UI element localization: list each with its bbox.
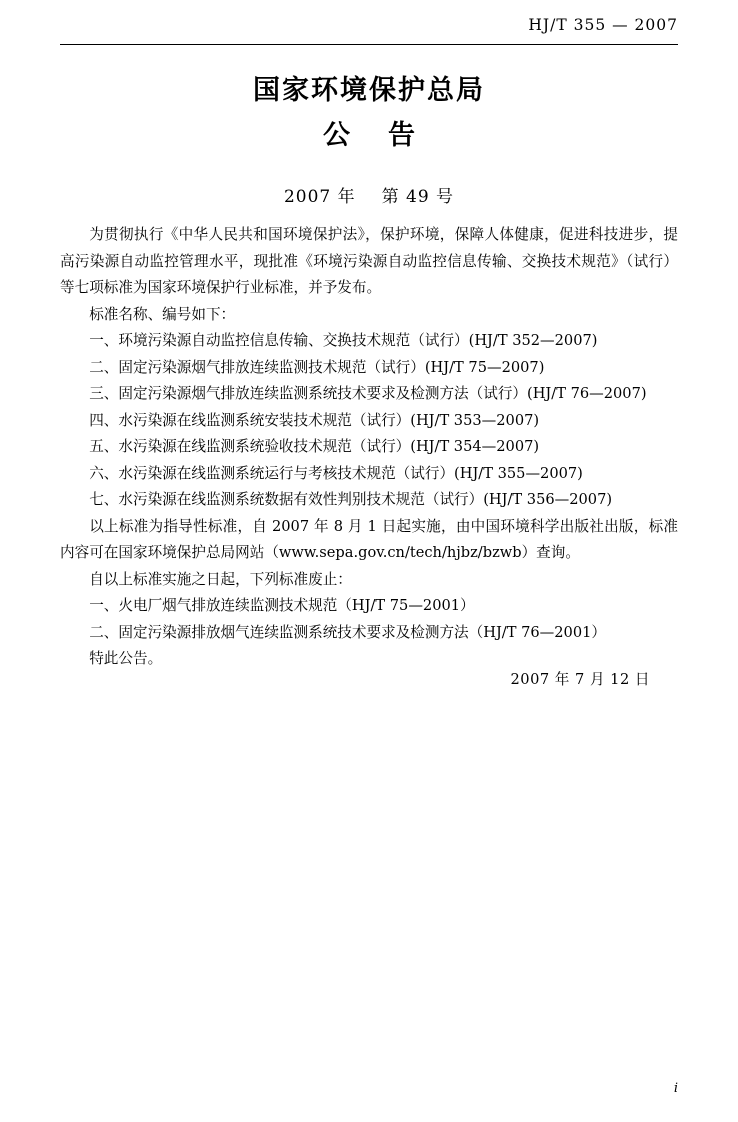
abolished-item: 一、火电厂烟气排放连续监测技术规范（HJ/T 75—2001） <box>89 597 475 614</box>
issuing-organization: 国家环境保护总局 <box>253 75 485 106</box>
standard-item: 二、固定污染源烟气排放连续监测技术规范（试行）(HJ/T 75—2007) <box>89 358 545 376</box>
standard-item: 一、环境污染源自动监控信息传输、交换技术规范（试行）(HJ/T 352—2007) <box>89 332 598 349</box>
page-number: i <box>673 1081 678 1096</box>
issue-date: 2007 年 7 月 12 日 <box>510 671 650 688</box>
title-block <box>60 72 678 207</box>
body-paragraph-4: 自以上标准实施之日起，下列标准废止： <box>89 570 352 588</box>
standard-item: 七、水污染源在线监测系统数据有效性判别技术规范（试行）(HJ/T 356—2007) <box>89 491 613 508</box>
abolished-item: 二、固定污染源排放烟气连续监测系统技术要求及检测方法（HJ/T 76—2001） <box>89 623 606 641</box>
standard-item: 五、水污染源在线监测系统验收技术规范（试行）(HJ/T 354—2007) <box>89 438 540 455</box>
standard-item: 六、水污染源在线监测系统运行与考核技术规范（试行）(HJ/T 355—2007) <box>89 464 583 482</box>
body-paragraph-3: 以上标准为指导性标准，自 2007 年 8 月 1 日起实施，由中国环境科学出版社出版，标准内容可在国家环境保护总局网站（www.sepa.gov.cn/tech/hjbz/bzwb）查询。 <box>60 517 678 561</box>
document-type: 公告 <box>323 119 453 151</box>
header-divider <box>60 44 678 45</box>
body-paragraph-2: 标准名称、编号如下： <box>89 305 236 323</box>
standard-code-header: HJ/T 355 — 2007 <box>528 16 678 34</box>
document-body <box>60 222 678 673</box>
body-paragraph-1: 为贯彻执行《中华人民共和国环境保护法》，保护环境，保障人体健康，促进科技进步，提高污染源自动监控管理水平，现批准《环境污染源自动监控信息传输、交换技术规范》（试行）等七项标准为国家环境保护行业标准，并予发布。 <box>60 226 678 296</box>
notice-year: 2007 年 <box>283 187 356 208</box>
notice-number <box>60 182 678 207</box>
notice-seq: 第 49 号 <box>381 187 455 208</box>
standard-item: 四、水污染源在线监测系统安装技术规范（试行）(HJ/T 353—2007) <box>89 411 540 429</box>
standard-item: 三、固定污染源烟气排放连续监测系统技术要求及检测方法（试行）(HJ/T 76—2007) <box>89 385 647 402</box>
body-paragraph-5: 特此公告。 <box>89 650 163 667</box>
